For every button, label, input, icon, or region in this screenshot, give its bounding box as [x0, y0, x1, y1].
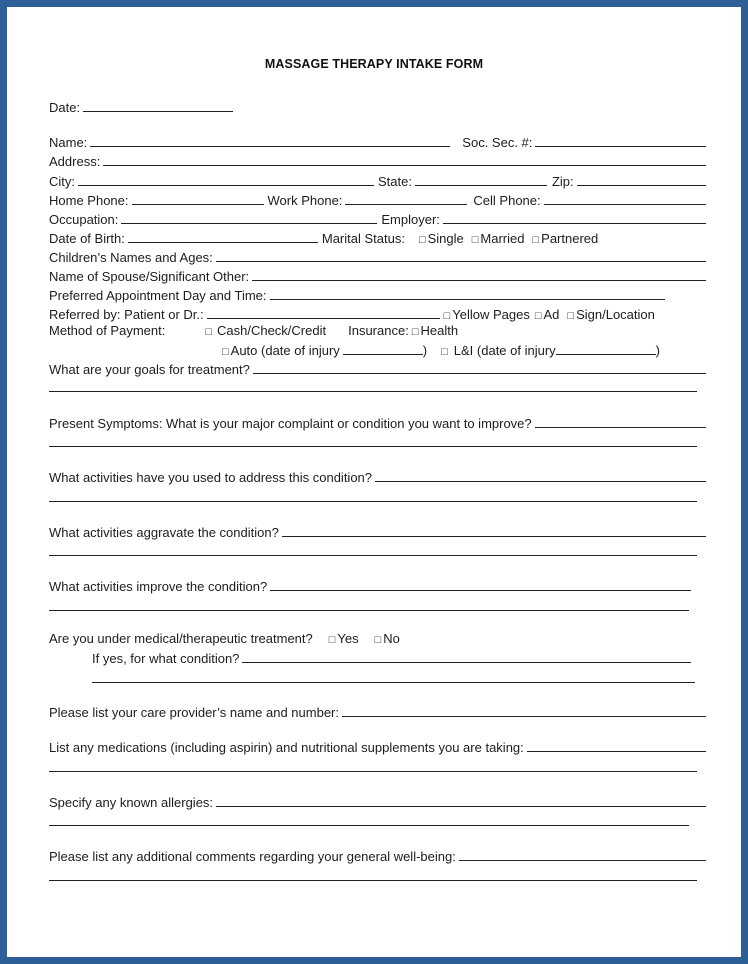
name-label: Name:: [49, 135, 88, 150]
name-row: [49, 134, 706, 151]
health-checkbox-icon[interactable]: □: [411, 326, 419, 338]
care-provider-row: [49, 704, 706, 721]
li-close-paren: ): [655, 343, 661, 358]
referred-row: [49, 306, 706, 323]
comments-line-2[interactable]: [49, 880, 697, 881]
cash-check-credit-label: Cash/Check/Credit: [217, 323, 327, 338]
goals-row: [49, 361, 706, 378]
referred-by-label: Referred by: Patient or Dr.:: [49, 307, 204, 322]
auto-injury-date-field[interactable]: [343, 342, 423, 355]
work-phone-label: Work Phone:: [267, 193, 343, 208]
preferred-time-label: Preferred Appointment Day and Time:: [49, 288, 267, 303]
no-label: No: [383, 631, 400, 646]
auto-checkbox-icon[interactable]: □: [222, 346, 229, 358]
symptoms-line-2[interactable]: [49, 446, 697, 447]
date-row: [49, 99, 706, 116]
health-label: Health: [420, 323, 459, 338]
yes-label: Yes: [337, 631, 359, 646]
city-field[interactable]: [78, 173, 374, 186]
dob-row: [49, 230, 706, 247]
single-checkbox-icon[interactable]: □: [418, 234, 426, 246]
symptoms-label: Present Symptoms: What is your major complaint or condition you want to improve?: [49, 416, 532, 431]
symptoms-row: [49, 415, 706, 432]
medications-field[interactable]: [527, 739, 706, 752]
city-row: [49, 173, 706, 190]
date-field[interactable]: [83, 99, 233, 112]
ssn-field[interactable]: [535, 134, 706, 147]
li-label: L&I (date of injury: [453, 343, 556, 358]
activities-improve-row: [49, 578, 691, 595]
goals-line-2[interactable]: [49, 391, 697, 392]
preferred-time-field[interactable]: [270, 287, 665, 300]
activities-used-label: What activities have you used to address this condition?: [49, 470, 373, 485]
married-checkbox-icon[interactable]: □: [471, 234, 479, 246]
marital-status-label: Marital Status:: [321, 231, 405, 246]
activities-aggravate-label: What activities aggravate the condition?: [49, 525, 279, 540]
allergies-field[interactable]: [216, 794, 706, 807]
allergies-row: [49, 794, 706, 811]
goals-field[interactable]: [253, 361, 706, 374]
activities-improve-field[interactable]: [270, 578, 691, 591]
yes-checkbox-icon[interactable]: □: [328, 634, 336, 646]
sign-location-checkbox-icon[interactable]: □: [567, 310, 575, 322]
ssn-label: Soc. Sec. #:: [462, 135, 533, 150]
preferred-time-row: [49, 287, 665, 304]
allergies-line-2[interactable]: [49, 825, 689, 826]
cash-check-credit-checkbox-icon[interactable]: □: [205, 326, 212, 338]
children-label: Children’s Names and Ages:: [49, 250, 213, 265]
activities-used-line-2[interactable]: [49, 501, 697, 502]
employer-label: Employer:: [381, 212, 440, 227]
activities-improve-label: What activities improve the condition?: [49, 579, 268, 594]
dob-field[interactable]: [128, 230, 318, 243]
allergies-label: Specify any known allergies:: [49, 795, 214, 810]
activities-aggravate-field[interactable]: [282, 524, 706, 537]
dob-label: Date of Birth:: [49, 231, 125, 246]
injury-row: [222, 342, 706, 359]
address-label: Address:: [49, 154, 101, 169]
activities-improve-line-2[interactable]: [49, 610, 689, 611]
li-checkbox-icon[interactable]: □: [441, 346, 448, 358]
comments-field[interactable]: [459, 848, 706, 861]
activities-used-row: [49, 469, 706, 486]
sign-location-label: Sign/Location: [576, 307, 655, 322]
spouse-field[interactable]: [252, 268, 706, 281]
form-title: MASSAGE THERAPY INTAKE FORM: [264, 57, 484, 71]
city-label: City:: [49, 174, 75, 189]
medications-row: [49, 739, 706, 756]
children-row: [49, 249, 706, 266]
payment-method-label: Method of Payment:: [49, 323, 166, 338]
referred-by-field[interactable]: [207, 306, 440, 319]
home-phone-label: Home Phone:: [49, 193, 129, 208]
insurance-label: Insurance:: [348, 323, 409, 338]
medications-line-2[interactable]: [49, 771, 697, 772]
employer-field[interactable]: [443, 211, 706, 224]
medications-label: List any medications (including aspirin) and nutritional supplements you are taking:: [49, 740, 524, 755]
children-field[interactable]: [216, 249, 706, 262]
occupation-field[interactable]: [121, 211, 377, 224]
medical-treatment-label: Are you under medical/therapeutic treatment?: [49, 631, 313, 646]
activities-aggravate-row: [49, 524, 706, 541]
yellow-pages-checkbox-icon[interactable]: □: [443, 310, 451, 322]
spouse-label: Name of Spouse/Significant Other:: [49, 269, 250, 284]
married-label: Married: [480, 231, 525, 246]
activities-aggravate-line-2[interactable]: [49, 555, 697, 556]
address-row: [49, 153, 706, 170]
ad-label: Ad: [543, 307, 560, 322]
if-yes-label: If yes, for what condition?: [92, 651, 240, 666]
single-label: Single: [427, 231, 464, 246]
goals-label: What are your goals for treatment?: [49, 362, 250, 377]
home-phone-field[interactable]: [132, 192, 264, 205]
spouse-row: [49, 268, 706, 285]
partnered-label: Partnered: [541, 231, 599, 246]
medical-treatment-row: [49, 631, 706, 648]
yellow-pages-label: Yellow Pages: [452, 307, 530, 322]
zip-label: Zip:: [551, 174, 574, 189]
intake-form-page: [7, 7, 741, 957]
activities-used-field[interactable]: [375, 469, 706, 482]
no-checkbox-icon[interactable]: □: [374, 634, 382, 646]
auto-label: Auto (date of injury: [230, 343, 340, 358]
date-label: Date:: [49, 100, 81, 115]
phone-row: [49, 192, 706, 209]
care-provider-field[interactable]: [342, 704, 706, 717]
comments-label: Please list any additional comments regarding your general well-being:: [49, 849, 456, 864]
occupation-row: [49, 211, 706, 228]
address-field[interactable]: [103, 153, 706, 166]
state-field[interactable]: [415, 173, 547, 186]
if-yes-row: [92, 650, 691, 667]
occupation-label: Occupation:: [49, 212, 119, 227]
if-yes-field[interactable]: [242, 650, 691, 663]
symptoms-field[interactable]: [535, 415, 706, 428]
cell-phone-label: Cell Phone:: [473, 193, 541, 208]
cell-phone-field[interactable]: [544, 192, 706, 205]
auto-close-paren: ): [422, 343, 428, 358]
care-provider-label: Please list your care provider’s name and number:: [49, 705, 339, 720]
ad-checkbox-icon[interactable]: □: [534, 310, 542, 322]
name-field[interactable]: [90, 134, 450, 147]
if-yes-line-2[interactable]: [92, 682, 695, 683]
state-label: State:: [378, 174, 412, 189]
li-injury-date-field[interactable]: [556, 342, 656, 355]
payment-row: [49, 323, 706, 340]
comments-row: [49, 848, 706, 865]
work-phone-field[interactable]: [345, 192, 467, 205]
zip-field[interactable]: [577, 173, 706, 186]
partnered-checkbox-icon[interactable]: □: [532, 234, 540, 246]
